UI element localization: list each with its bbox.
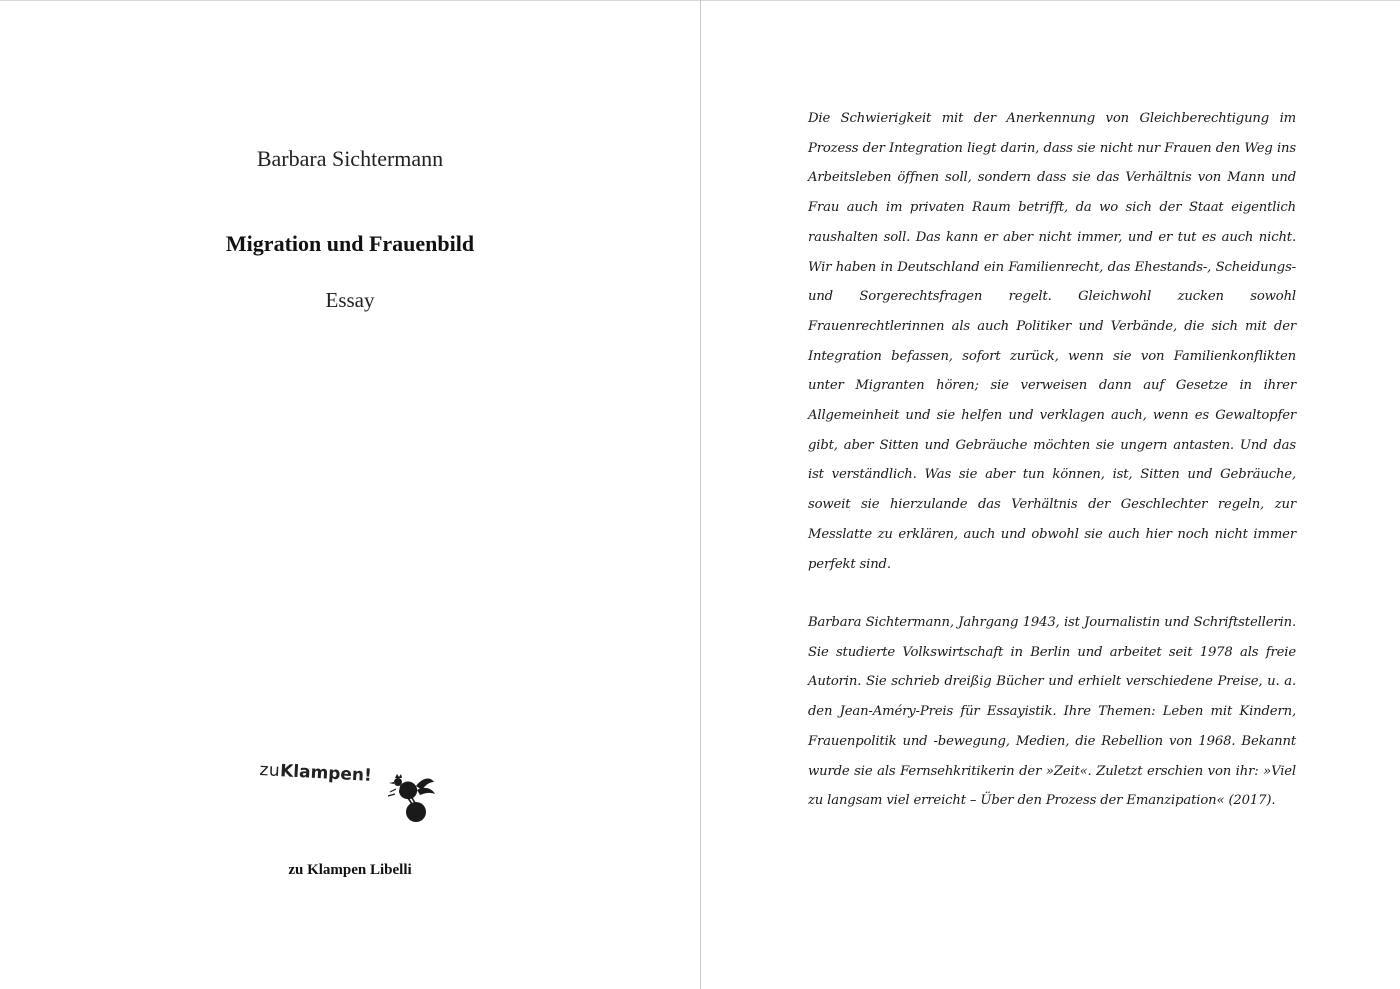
rooster-on-ball-icon xyxy=(386,768,438,822)
publisher-logo-text xyxy=(259,760,372,786)
author-name: Barbara Sichtermann xyxy=(256,146,444,171)
publisher-series: zu Klampen Libelli xyxy=(288,862,412,878)
excerpt-paragraph: Die Schwierigkeit mit der Anerkennung von Gleichberechtigung im Prozess der Integration liegt darin, dass sie nicht nur Frauen den Weg ins Arbeitsleben öffnen soll, sondern dass sie das Verhältnis von Mann und Frau auch im privaten Raum betrifft, da wo sich der Staat eigentlich raushalten soll. Das kann er aber nicht immer, und er tut es auch nicht. Wir haben in Deutschland ein Familienrecht, das Ehestands-, Scheidungs- und Sorgerechtsfragen regelt. Gleichwohl zucken sowohl Frauenrechtlerinnen als auch Politiker und Verbände, die sich mit der Integration befassen, sofort zurück, wenn sie von Familienkonflikten unter Migranten hören; sie verweisen dann auf Gesetze in ihrer Allgemeinheit und sie helfen und verklagen auch, wenn es Gewaltopfer gibt, aber Sitten und Gebräuche möchten sie ungern antasten. Und das ist verständlich. Was sie aber tun können, ist, Sitten und Gebräuche, soweit sie hierzulande das Verhältnis der Geschlechter regeln, zur Messlatte zu erklären, auch und obwohl sie auch hier noch nicht immer perfekt sind. xyxy=(808,111,1296,572)
book-title: Migration und Frauenbild xyxy=(225,231,475,256)
right-page xyxy=(701,0,1400,989)
author-bio-paragraph: Barbara Sichtermann, Jahrgang 1943, ist Journalistin und Schriftstellerin. Sie studierte Volkswirtschaft in Berlin und arbeitet seit 1978 als freie Autorin. Sie schrieb dreißig Bücher und erhielt verschiedene Preise, u. a. den Jean-Améry-Preis für Essayistik. Ihre Themen: Leben mit Kindern, Frauenpolitik und -bewegung, Medien, die Rebellion von 1968. Bekannt wurde sie als Fernsehkritikerin der »Zeit«. Zuletzt erschien von ihr: »Viel zu langsam viel erreicht – Über den Prozess der Emanzipation« (2017). xyxy=(808,615,1296,809)
book-subtitle: Essay xyxy=(325,288,375,312)
logo-name: Klampen! xyxy=(279,761,373,786)
logo-prefix: zu xyxy=(258,760,281,782)
publisher-logo xyxy=(260,760,440,822)
